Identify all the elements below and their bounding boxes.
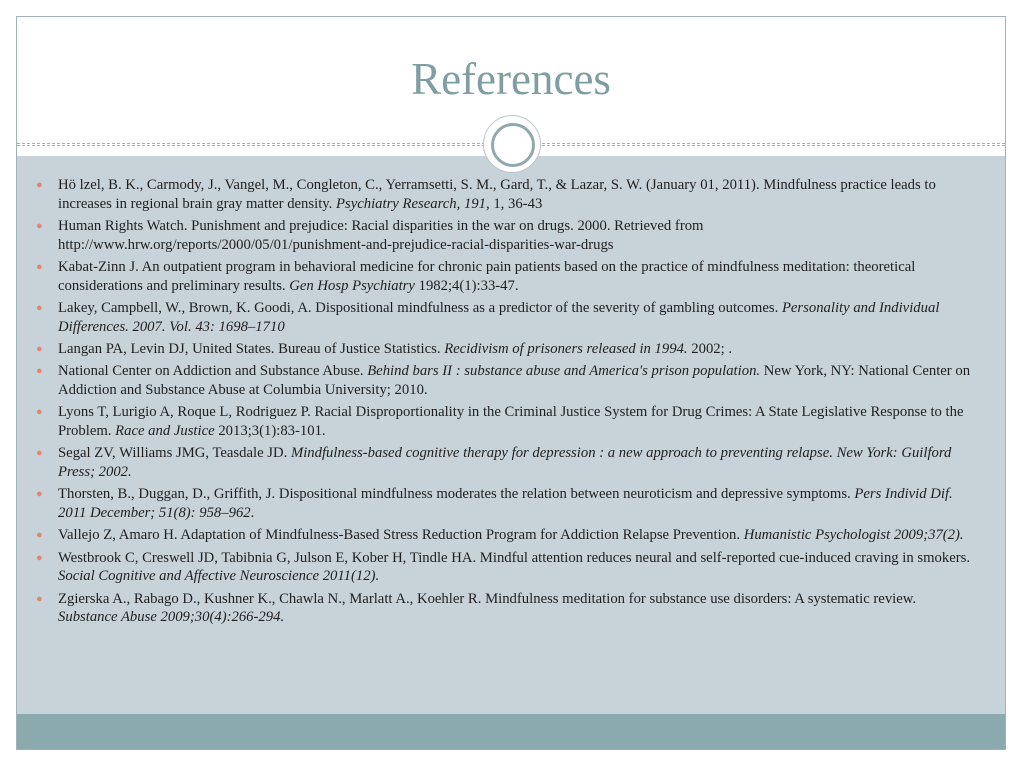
- reference-item: ● Segal ZV, Williams JMG, Teasdale JD. Mindfulness-based cognitive therapy for depression : a new approach to preventing relapse. New York: Guilford Press; 2002.: [36, 445, 952, 480]
- bullet-icon: ●: [36, 219, 43, 232]
- bullet-icon: ●: [36, 592, 43, 605]
- bullet-icon: ●: [36, 406, 43, 419]
- reference-item: ● Lakey, Campbell, W., Brown, K. Goodi, A. Dispositional mindfulness as a predictor of the severity of gambling outcomes. Personality and Individual Differences. 2007. Vol. 43: 1698–1710: [36, 299, 940, 335]
- reference-item: ● Kabat-Zinn J. An outpatient program in behavioral medicine for chronic pain patients based on the practice of mindfulness meditation: theoretical considerations and preliminary results. Gen Hosp Psychiatry 1982;4(1):33-47.: [36, 258, 916, 294]
- ring-icon: [491, 123, 535, 167]
- bullet-icon: ●: [36, 365, 43, 378]
- reference-item: ● National Center on Addiction and Substance Abuse. Behind bars II : substance abuse and America's prison population. New York, NY: National Center on Addiction and Substance Abuse at Columbia University; 2010.: [36, 363, 971, 398]
- bullet-icon: ●: [36, 342, 43, 355]
- reference-list: [36, 176, 976, 631]
- reference-item: ● Zgierska A., Rabago D., Kushner K., Chawla N., Marlatt A., Koehler R. Mindfulness meditation for substance use disorders: A systematic review. Substance Abuse 2009;30(4):266-294.: [36, 590, 917, 626]
- bullet-icon: ●: [36, 179, 43, 191]
- bullet-icon: ●: [36, 529, 43, 542]
- bullet-icon: ●: [36, 301, 43, 314]
- reference-item: ● Vallejo Z, Amaro H. Adaptation of Mindfulness-Based Stress Reduction Program for Addiction Relapse Prevention. Humanistic Psychologist 2009;37(2).: [36, 527, 964, 544]
- bullet-icon: ●: [36, 551, 43, 564]
- reference-item: ● Human Rights Watch. Punishment and prejudice: Racial disparities in the war on drugs. 2000. Retrieved from http://www.hrw.org/reports/2000/05/01/punishment-and-prejudice-racial-disparities-war-drugs: [36, 217, 704, 253]
- reference-item: ● Thorsten, B., Duggan, D., Griffith, J. Dispositional mindfulness moderates the relation between neuroticism and depressive symptoms. Pers Individ Dif. 2011 December; 51(8): 958–962.: [36, 486, 953, 521]
- slide-title: References: [411, 54, 611, 104]
- footer-band: [17, 714, 1005, 749]
- bullet-icon: ●: [36, 488, 43, 501]
- reference-item: ● Langan PA, Levin DJ, United States. Bureau of Justice Statistics. Recidivism of prisoners released in 1994. 2002; .: [36, 340, 733, 357]
- reference-item: ● Lyons T, Lurigio A, Roque L, Rodriguez P. Racial Disproportionality in the Criminal Justice System for Drug Crimes: A State Legislative Response to the Problem. Race and Justice 2013;3(1):83-101.: [36, 404, 964, 439]
- reference-item: ● Westbrook C, Creswell JD, Tabibnia G, Julson E, Kober H, Tindle HA. Mindful attention reduces neural and self-reported cue-induced craving in smokers. Social Cognitive and Affective Neuroscience 2011(12).: [36, 549, 971, 585]
- bullet-icon: ●: [36, 447, 43, 460]
- reference-item: ● Hö lzel, B. K., Carmody, J., Vangel, M., Congleton, C., Yerramsetti, S. M., Gard, T., & Lazar, S. W. (January 01, 2011). Mindfulness practice leads to increases in regional brain gray matter density. Psychiatry Research, 191, 1, 36-43: [36, 177, 936, 212]
- circle-ornament-icon: [483, 115, 541, 173]
- bullet-icon: ●: [36, 260, 43, 273]
